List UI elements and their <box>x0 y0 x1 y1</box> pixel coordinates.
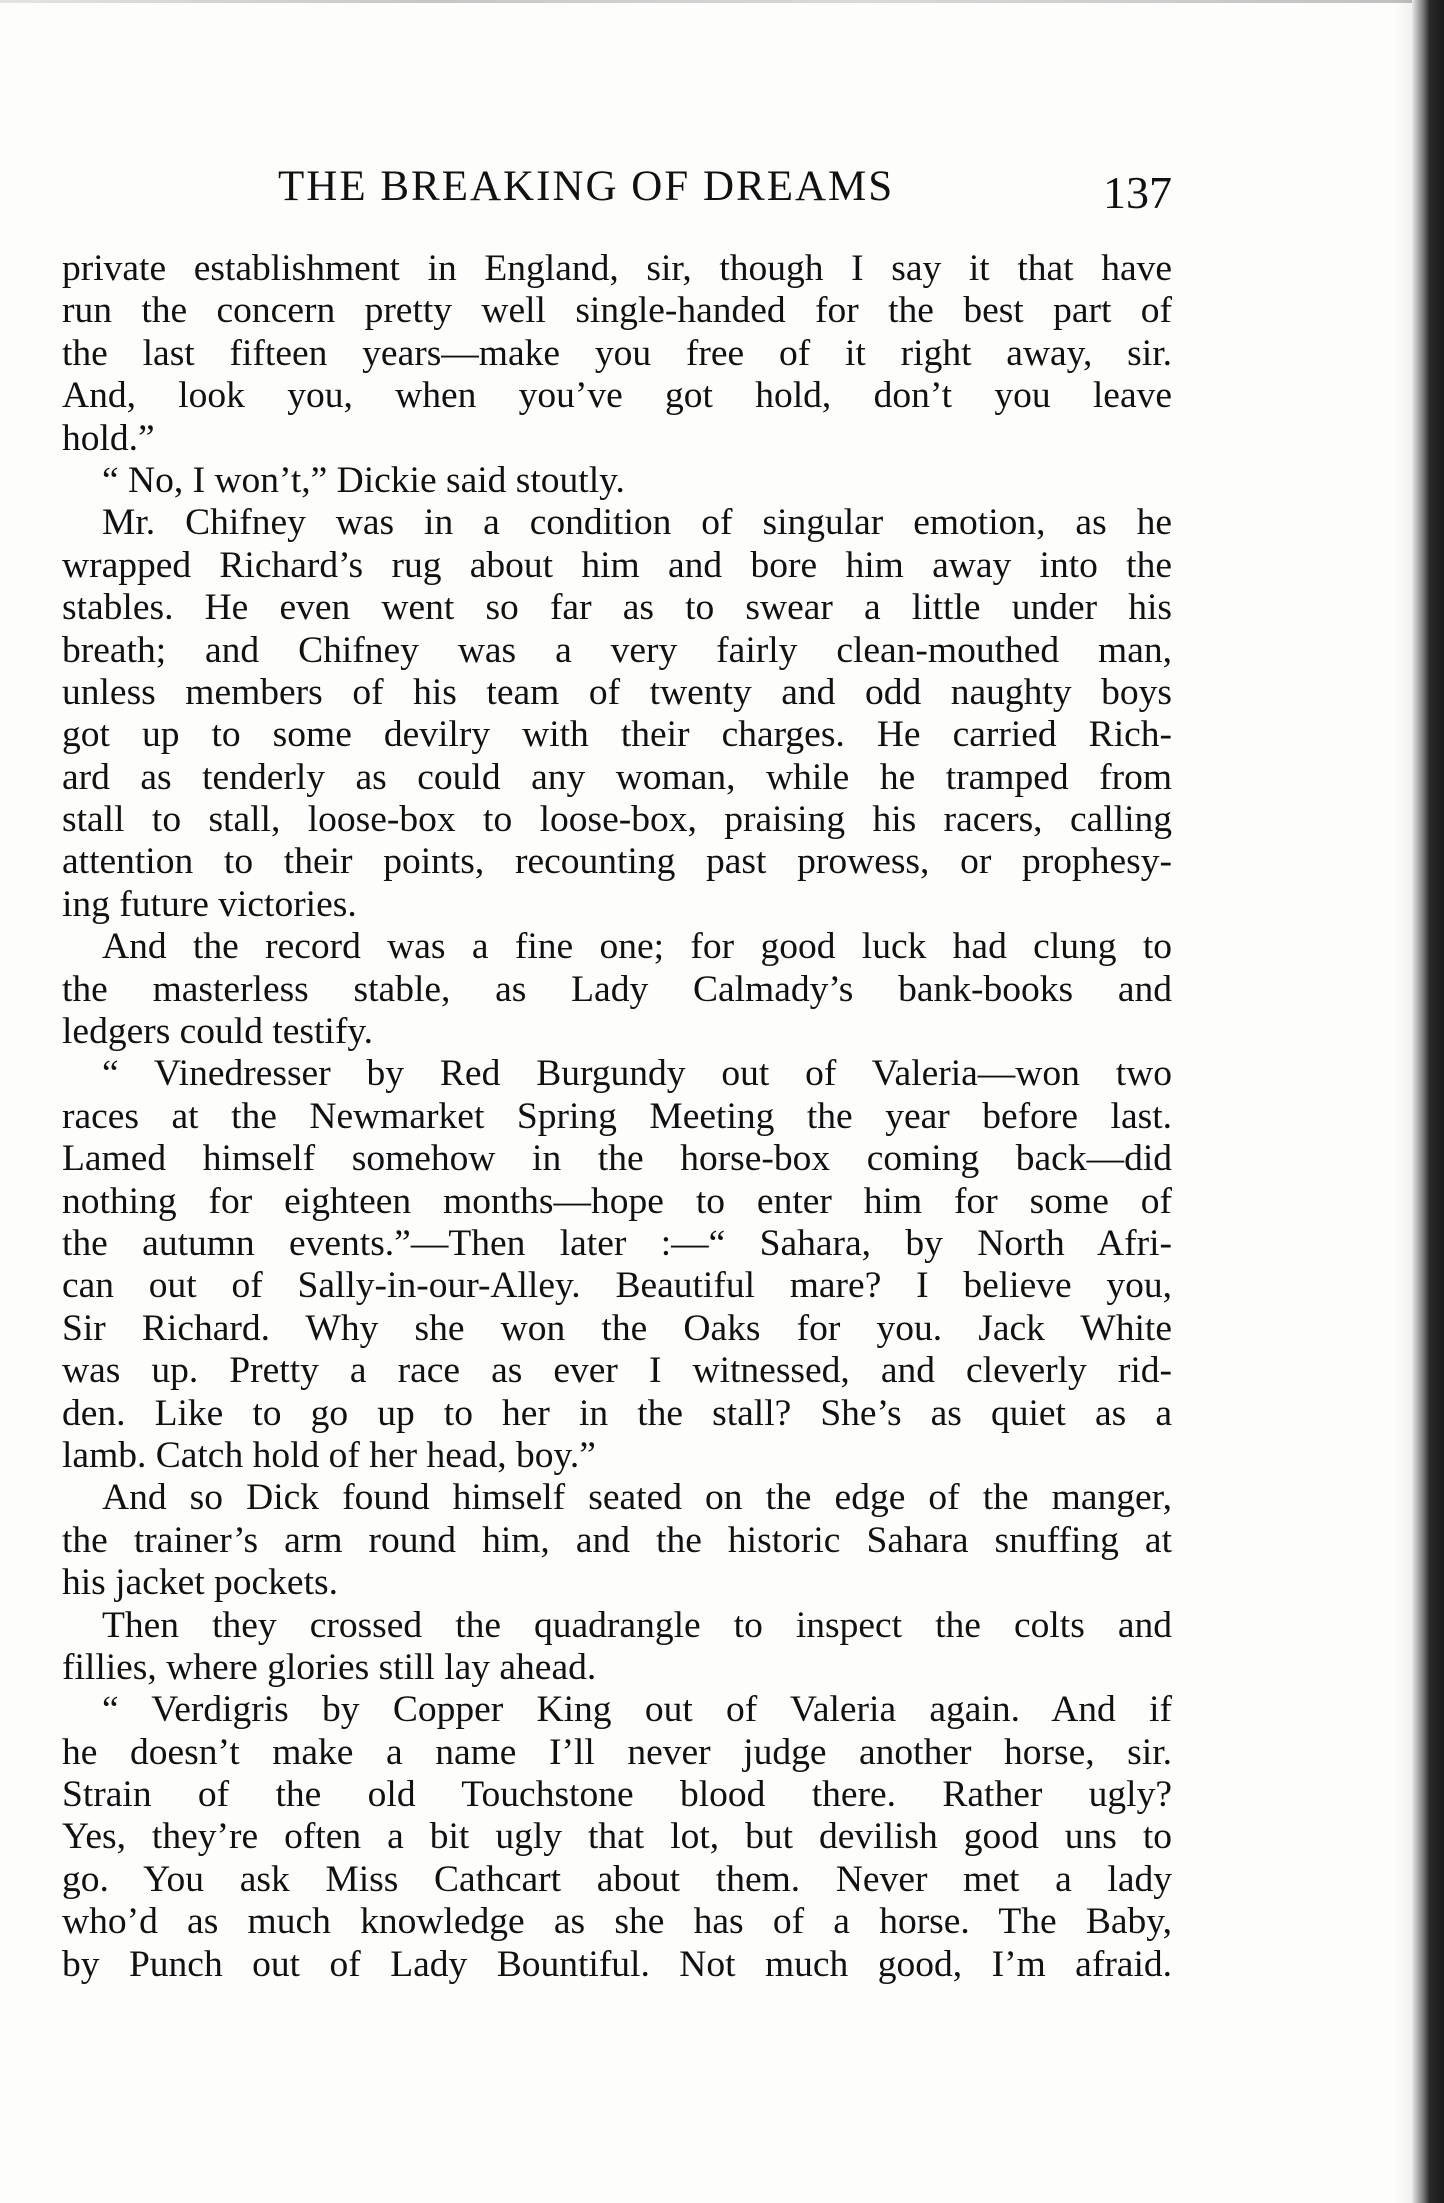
text-line: by Punch out of Lady Bountiful. Not much good, I’m afraid. <box>62 1943 1172 1985</box>
body-text <box>62 248 1172 1986</box>
text-line: was up. Pretty a race as ever I witnessed, and cleverly rid- <box>62 1350 1172 1392</box>
running-head <box>62 162 1172 222</box>
text-line: unless members of his team of twenty and odd naughty boys <box>62 671 1172 713</box>
text-line: Lamed himself somehow in the horse-box coming back—did <box>62 1138 1172 1180</box>
text-line: Then they crossed the quadrangle to inspect the colts and <box>102 1604 1172 1646</box>
text-line: breath; and Chifney was a very fairly clean-mouthed man, <box>62 629 1172 671</box>
page-gutter-shadow <box>1394 0 1412 2203</box>
text-line: wrapped Richard’s rug about him and bore him away into the <box>62 544 1172 586</box>
text-line: private establishment in England, sir, though I say it that have <box>62 248 1172 289</box>
text-line: nothing for eighteen months—hope to enter him for some of <box>62 1180 1172 1222</box>
text-line: “ Verdigris by Copper King out of Valeria again. And if <box>102 1689 1172 1731</box>
text-line: And so Dick found himself seated on the edge of the manger, <box>102 1477 1172 1519</box>
text-line: he doesn’t make a name I’ll never judge another horse, sir. <box>62 1731 1172 1773</box>
text-line: go. You ask Miss Cathcart about them. Never met a lady <box>62 1858 1172 1900</box>
text-line: who’d as much knowledge as she has of a horse. The Baby, <box>62 1901 1172 1943</box>
text-line: races at the Newmarket Spring Meeting the year before last. <box>62 1095 1172 1137</box>
text-line: Strain of the old Touchstone blood there. Rather ugly? <box>62 1774 1172 1816</box>
text-line: den. Like to go up to her in the stall? She’s as quiet as a <box>62 1392 1172 1434</box>
text-line: Yes, they’re often a bit ugly that lot, but devilish good uns to <box>62 1816 1172 1858</box>
page-number: 137 <box>1103 167 1172 218</box>
text-line: ard as tenderly as could any woman, while he tramped from <box>62 756 1172 798</box>
text-line: the autumn events.”—Then later :—“ Sahara, by North Afri- <box>62 1222 1172 1264</box>
text-line: stall to stall, loose-box to loose-box, praising his racers, calling <box>62 799 1172 841</box>
text-line: can out of Sally-in-our-Alley. Beautiful mare? I believe you, <box>62 1265 1172 1307</box>
text-line: ing future victories. <box>62 883 357 925</box>
text-line: his jacket pockets. <box>62 1562 338 1604</box>
text-line: Sir Richard. Why she won the Oaks for you. Jack White <box>62 1307 1172 1349</box>
text-line: “ Vinedresser by Red Burgundy out of Valeria—won two <box>102 1053 1172 1095</box>
text-line: got up to some devilry with their charges. He carried Rich- <box>62 714 1172 756</box>
text-line: Mr. Chifney was in a condition of singular emotion, as he <box>102 502 1172 544</box>
text-line: ledgers could testify. <box>62 1011 374 1053</box>
text-line: the masterless stable, as Lady Calmady’s bank-books and <box>62 968 1172 1010</box>
text-line: lamb. Catch hold of her head, boy.” <box>62 1434 596 1476</box>
text-line: And the record was a fine one; for good luck had clung to <box>102 926 1172 968</box>
text-line: stables. He even went so far as to swear a little under his <box>62 587 1172 629</box>
text-line: attention to their points, recounting past prowess, or prophesy- <box>62 841 1172 883</box>
text-line: the last fifteen years—make you free of it right away, sir. <box>62 332 1172 374</box>
text-line: “ No, I won’t,” Dickie said stoutly. <box>102 459 625 501</box>
text-line: And, look you, when you’ve got hold, don’t you leave <box>62 375 1172 417</box>
text-line: the trainer’s arm round him, and the historic Sahara snuffing at <box>62 1519 1172 1561</box>
page-top-edge <box>0 0 1444 3</box>
text-line: run the concern pretty well single-handed for the best part of <box>62 290 1172 332</box>
page-binding-edge <box>1412 0 1444 2203</box>
text-line: fillies, where glories still lay ahead. <box>62 1646 597 1688</box>
text-line: hold.” <box>62 417 155 459</box>
running-title: THE BREAKING OF DREAMS <box>278 163 895 210</box>
